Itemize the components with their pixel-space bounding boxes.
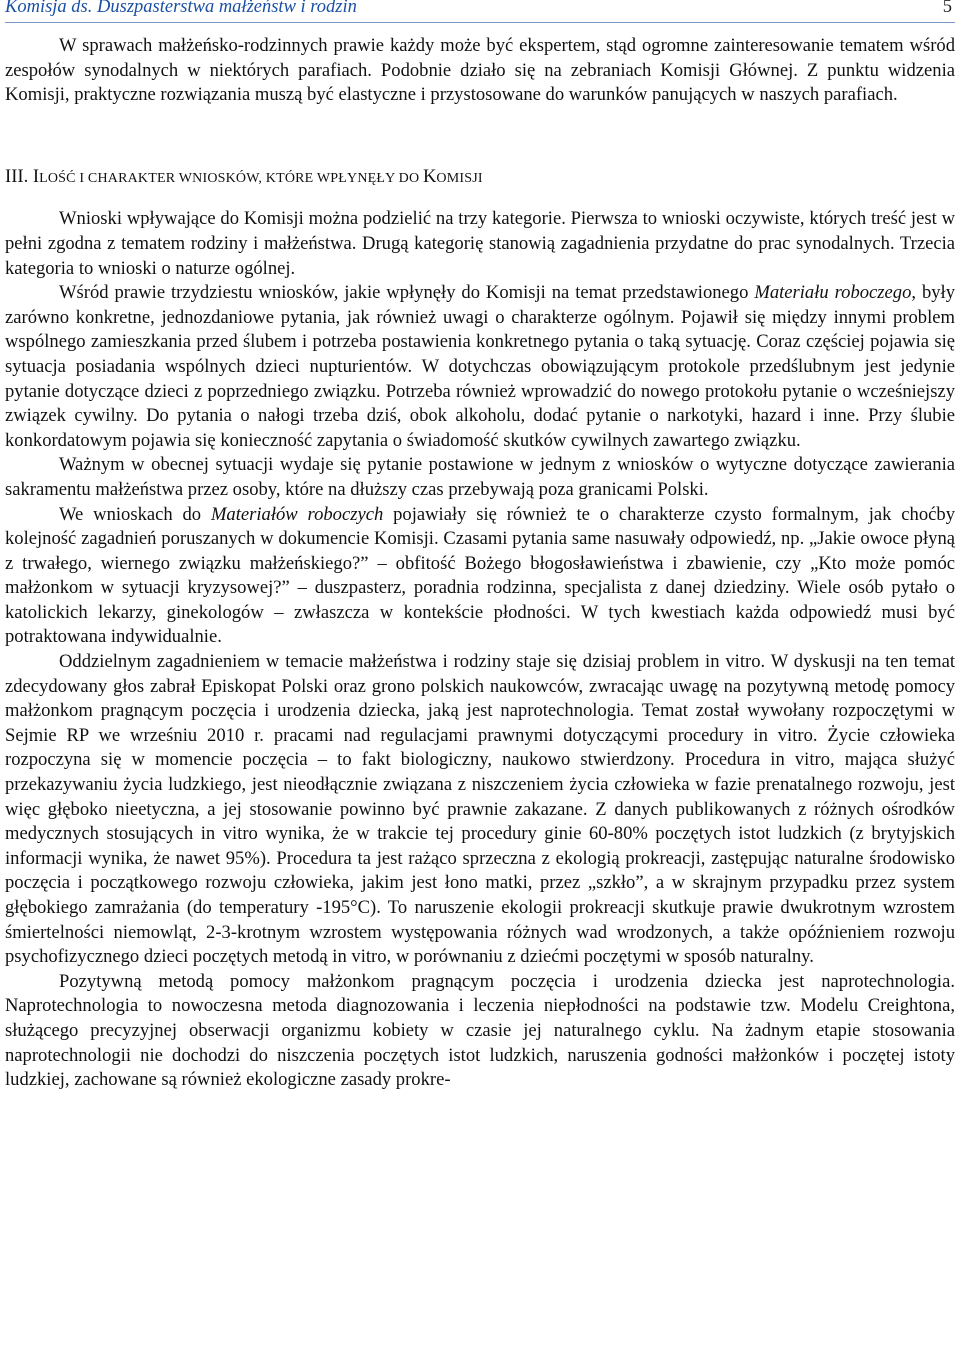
materials-title-italic: Materiałów roboczych <box>210 503 384 525</box>
paragraph-proposals-part-b: , były zarówno konkretne, jednozdaniowe pytania, jak również uwagi o charakterze ogólnym. Pojawił się między innymi problem wspólnego zamieszkania przed ślubem i potrzeba postawienia konkretnego pytania o taką sytuację. Coraz częściej pojawia się sytuacja posiadania wspólnych dzieci nupturientów. W dotychczas obowiązującym protokole przedślubnym jest jedynie pytanie dotyczące dzieci z poprzedniego związku. Potrzeba również wprowadzić do nowego protokołu pytanie o wcześniejszy związek cywilny. Do pytania o nałogi trzeba dziś, obok alkoholu, dodać pytanie o narkotyki, hazard i inne. Przy ślubie konkordatowym pojawia się konieczność zapytania o świadomość skutków cywilnych zawartego związku. <box>5 282 956 451</box>
paragraph-proposals <box>5 281 955 453</box>
document-body <box>5 34 955 1093</box>
intro-paragraph: W sprawach małżeńsko-rodzinnych prawie każdy może być ekspertem, stąd ogromne zainteresowanie tematem wśród zespołów synodalnych w niektórych parafiach. Podobnie działo się na zebraniach Komisji Głównej. Z punktu widzenia Komisji, praktyczne rozwiązania muszą być elastyczne i przystosowane do warunków panujących w naszych parafiach. <box>5 35 955 106</box>
paragraph-proposals-part-a: Wśród prawie trzydziestu wniosków, jakie wpłynęły do Komisji na temat przedstawionego <box>59 282 755 304</box>
paragraph-formal-part-a: We wnioskach do <box>59 503 211 525</box>
paragraph-naprotechnology: Pozytywną metodą pomocy małżonkom pragnącym poczęcia i urodzenia dziecka jest naprotechnologia. Naprotechnologia to nowoczesna metoda diagnozowania i leczenia niepłodności na podstawie tzw. Modelu Creightona, służącego precyzyjnej obserwacji organizmu kobiety w czasie jej naturalnego cyklu. Na żadnym etapie stosowania naprotechnologii nie dochodzi do niszczenia poczętych istot ludzkich, naruszenia godności małżonków i poczętej istoty ludzkiej, zachowane są również ekologiczne zasady prokre- <box>5 970 955 1091</box>
paragraph-in-vitro: Oddzielnym zagadnieniem w temacie małżeństwa i rodziny staje się dzisiaj problem in vitro. W dyskusji na ten temat zdecydowany głos zabrał Episkopat Polski oraz grono polskich naukowców, zwracając uwagę na pozytywną metodę pomocy małżonkom pragnącym poczęcia i urodzenia dziecka, jaką jest naprotechnologia. Temat został wywołany rozpoczętymi w Sejmie RP we wrześniu 2010 r. pracami nad regulacjami prawnymi dotyczącymi procedury in vitro. Życie człowieka rozpoczyna się w momencie poczęcia – to fakt biologiczny, naukowo stwierdzony. Procedura in vitro, mająca służyć przekazywaniu życia ludzkiego, jest nieodłącznie związana z niszczeniem życia człowieka w fazie prenatalnego rozwoju, jest więc głęboko nieetyczna, a jej stosowanie powinno być prawnie zakazane. Z danych publikowanych z różnych ośrodków medycznych stosujących in vitro wynika, że w trakcie tej procedury ginie 60-80% poczętych istot ludzkich (z brytyjskich informacji wynika, że nawet 95%). Procedura ta jest rażąco sprzeczna z ekologią prokreacji, zastępując naturalne środowisko poczęcia i początkowego rozwoju człowieka, jakim jest łono matki, przez „szkło”, a w skrajnym przypadku przez system głębokiego zamrażania (do temperatury -195°C). To naruszenie ekologii prokreacji skutkuje prawie dwukrotnym wzrostem śmiertelności niemowląt, 2-3-krotnym wzrostem występowania różnych wad wrodzonych, a także opóźnieniem rozwoju psychofizycznego dzieci poczętych metodą in vitro, w porównaniu z dziećmi poczętymi w sposób naturalny. <box>5 651 955 968</box>
section-number: III. <box>5 165 33 187</box>
running-title: Komisja ds. Duszpasterstwa małżeństw i rodzin <box>5 0 357 17</box>
paragraph-categories: Wnioski wpływające do Komisji można podzielić na trzy kategorie. Pierwsza to wnioski oczywiste, których treść jest w pełni zgodna z tematem rodziny i małżeństwa. Drugą kategorię stanowią zagadnienia przydatne do prac synodalnych. Trzecia kategoria to wnioski o naturze ogólnej. <box>5 208 955 279</box>
section-heading-rest-1: LOŚĆ I CHARAKTER WNIOSKÓW, KTÓRE WPŁYNĘŁY DO <box>39 170 423 186</box>
paragraph-abroad: Ważnym w obecnej sytuacji wydaje się pytanie postawione w jednym z wniosków o wytyczne dotyczące zawierania sakramentu małżeństwa przez osoby, które na dłuższy czas przebywają poza granicami Polski. <box>5 454 955 500</box>
paragraph-formal <box>5 503 955 651</box>
running-header <box>5 0 955 23</box>
paragraph-formal-part-b: pojawiały się również te o charakterze czysto formalnym, jak choćby kolejność zagadnień poruszanych w dokumencie Komisji. Czasami pytania same nasuwały odpowiedź, np. „Jakie owoce płyną z trwałego, wiernego związku małżeńskiego?” – obfitość Bożego błogosławieństwa i zbawienie, czy „Kto może pomóc małżonkom w sytuacji kryzysowej?” – duszpasterz, poradnia rodzinna, specjalista z danej dziedziny. Wiele osób pytało o katolickich lekarzy, ginekologów – zwłaszcza w kontekście płodności. W tych kwestiach każda odpowiedź musi być potraktowana indywidualnie. <box>5 503 955 648</box>
material-title-italic: Materiału roboczego <box>754 282 912 304</box>
section-heading-cap-2: K <box>422 165 437 187</box>
section-heading <box>5 165 955 192</box>
section-heading-rest-2: OMISJI <box>436 170 483 186</box>
document-page <box>5 0 955 1093</box>
page-number: 5 <box>942 0 952 17</box>
section-heading-cap-1: I <box>32 165 40 187</box>
